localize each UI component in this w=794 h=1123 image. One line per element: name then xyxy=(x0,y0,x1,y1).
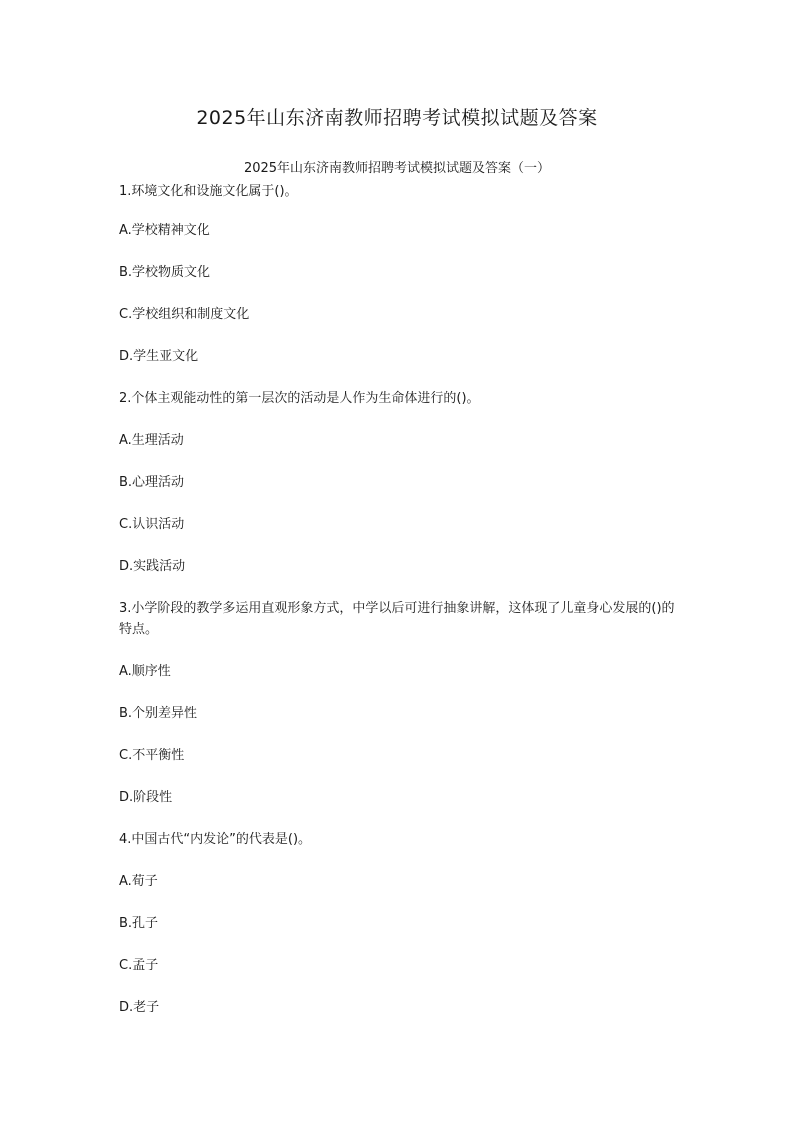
section-title: 2025年山东济南教师招聘考试模拟试题及答案（一） xyxy=(243,161,551,176)
question-3 xyxy=(119,598,679,808)
option-a: A.荀子 xyxy=(119,874,158,889)
option-c: C.认识活动 xyxy=(119,517,185,532)
question-4 xyxy=(119,829,679,1018)
option-c: C.孟子 xyxy=(119,958,159,973)
question-1 xyxy=(119,181,679,367)
option-b: B.孔子 xyxy=(119,916,159,931)
option-a: A.学校精神文化 xyxy=(119,223,210,238)
question-list xyxy=(119,181,679,1039)
option-d: D.学生亚文化 xyxy=(119,349,199,364)
option-c: C.学校组织和制度文化 xyxy=(119,307,250,322)
question-text: 4.中国古代“内发论”的代表是()。 xyxy=(119,832,312,847)
document-title: 2025年山东济南教师招聘考试模拟试题及答案 xyxy=(196,107,598,129)
question-text: 3.小学阶段的教学多运用直观形象方式，中学以后可进行抽象讲解，这体现了儿童身心发展的()的特点。 xyxy=(119,601,675,637)
option-a: A.顺序性 xyxy=(119,664,171,679)
option-d: D.阶段性 xyxy=(119,790,173,805)
option-d: D.实践活动 xyxy=(119,559,186,574)
option-a: A.生理活动 xyxy=(119,433,184,448)
option-d: D.老子 xyxy=(119,1000,160,1015)
option-b: B.心理活动 xyxy=(119,475,185,490)
option-b: B.个别差异性 xyxy=(119,706,198,721)
question-text: 2.个体主观能动性的第一层次的活动是人作为生命体进行的()。 xyxy=(119,391,480,406)
option-c: C.不平衡性 xyxy=(119,748,185,763)
option-b: B.学校物质文化 xyxy=(119,265,211,280)
question-text: 1.环境文化和设施文化属于()。 xyxy=(119,184,298,199)
question-2 xyxy=(119,388,679,577)
